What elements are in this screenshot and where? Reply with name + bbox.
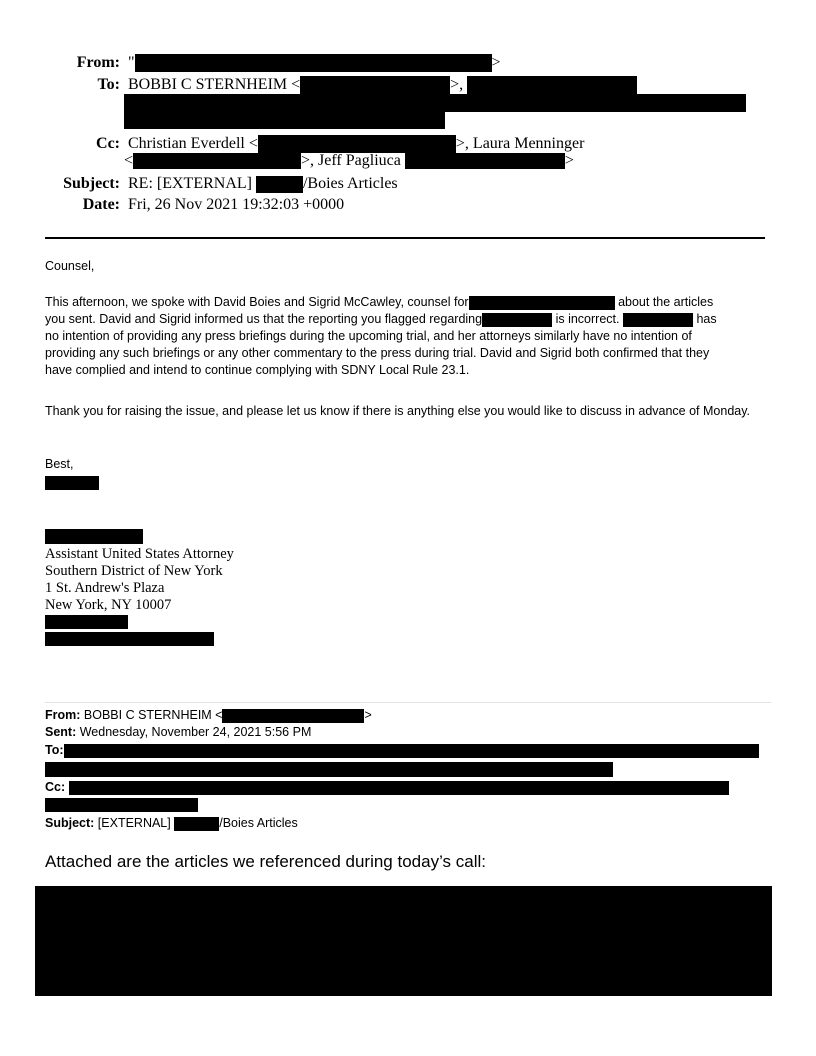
redaction: [135, 54, 492, 72]
date-value: Fri, 26 Nov 2021 19:32:03 +0000: [128, 196, 345, 213]
redaction: [405, 153, 565, 169]
redaction: [256, 176, 303, 193]
body-paragraph-2: Thank you for raising the issue, and please let us know if there is anything else you would like to discuss in advance of Monday.: [45, 404, 751, 418]
redaction: [124, 94, 746, 112]
redaction: [45, 798, 198, 812]
signature-city: New York, NY 10007: [45, 597, 172, 613]
quoted-from-value: BOBBI C STERNHEIM <: [83, 708, 223, 722]
quoted-to-label: To:: [45, 743, 64, 757]
redaction: [623, 313, 693, 327]
quoted-from-label: From:: [45, 708, 81, 722]
redaction: [482, 313, 552, 327]
signature-block: [45, 546, 234, 614]
header-from-line: From: " >: [0, 54, 501, 72]
redaction: [45, 632, 214, 646]
date-label: Date:: [82, 196, 120, 213]
header-to-line: To: BOBBI C STERNHEIM < >,: [0, 76, 637, 94]
cc-name-everdell: Christian Everdell <: [128, 135, 258, 152]
redaction-large-block: [35, 886, 772, 996]
redaction: [174, 817, 219, 831]
signature-street: 1 St. Andrew's Plaza: [45, 580, 165, 596]
quoted-subject-line: [45, 816, 298, 831]
redaction: [222, 709, 364, 723]
quoted-divider: [45, 702, 771, 703]
quoted-from-line: From: BOBBI C STERNHEIM < >: [45, 708, 372, 722]
quoted-sent-label: Sent:: [45, 725, 77, 739]
quoted-body-text: Attached are the articles we referenced during today’s call:: [45, 852, 486, 871]
redaction: [64, 744, 759, 758]
redaction: [300, 76, 450, 94]
redaction: [258, 135, 456, 153]
quoted-sent-line: [45, 725, 311, 739]
quoted-cc-label: Cc:: [45, 780, 66, 794]
quoted-cc-line: [45, 780, 729, 795]
header-cc-line: [0, 135, 584, 153]
quoted-subject-suffix: /Boies Articles: [219, 816, 298, 830]
signature-title: Assistant United States Attorney: [45, 546, 234, 562]
redaction: [45, 476, 99, 490]
from-value: ": [128, 54, 135, 71]
signature-office: Southern District of New York: [45, 563, 223, 579]
cc-label: Cc:: [96, 135, 120, 152]
to-label: To:: [97, 76, 120, 93]
quoted-to-line: [45, 743, 759, 758]
redaction: [133, 153, 301, 169]
header-divider: [45, 237, 765, 239]
header-date-line: [0, 196, 344, 214]
subject-suffix: /Boies Articles: [302, 175, 398, 192]
header-cc-line-2: < >, Jeff Pagliuca >: [124, 152, 574, 169]
closing: Best,: [45, 457, 74, 471]
quoted-subject-label: Subject:: [45, 816, 95, 830]
redaction: [45, 762, 613, 777]
header-subject-line: [0, 175, 398, 193]
subject-label: Subject:: [63, 175, 120, 192]
cc-name-menninger: >, Laura Menninger: [455, 135, 585, 152]
salutation: Counsel,: [45, 259, 95, 273]
subject-prefix: RE: [EXTERNAL]: [128, 175, 252, 192]
cc-name-pagliuca: >, Jeff Pagliuca: [301, 152, 401, 169]
redaction: [45, 615, 128, 629]
redaction: [467, 76, 637, 94]
quoted-subject-prefix: [EXTERNAL]: [97, 816, 171, 830]
to-value: BOBBI C STERNHEIM <: [128, 76, 301, 93]
from-label: From:: [76, 54, 120, 71]
quoted-sent-value: Wednesday, November 24, 2021 5:56 PM: [79, 725, 312, 739]
redaction: [124, 112, 445, 129]
redaction: [69, 781, 729, 795]
redaction: [469, 296, 615, 310]
body-paragraph-1: This afternoon, we spoke with David Boies and Sigrid McCawley, counsel for about the articles you sent. David and Sigrid informed us that the reporting you flagged regarding is incorrect. has no intention of providing any press briefings during the upcoming trial, and her attorneys similarly have no intention of providing any such briefings or any other commentary to the press during trial. David and Sigrid both confirmed that they have complied and intend to continue complying with SDNY Local Rule 23.1.: [45, 295, 717, 377]
redaction: [45, 529, 143, 544]
